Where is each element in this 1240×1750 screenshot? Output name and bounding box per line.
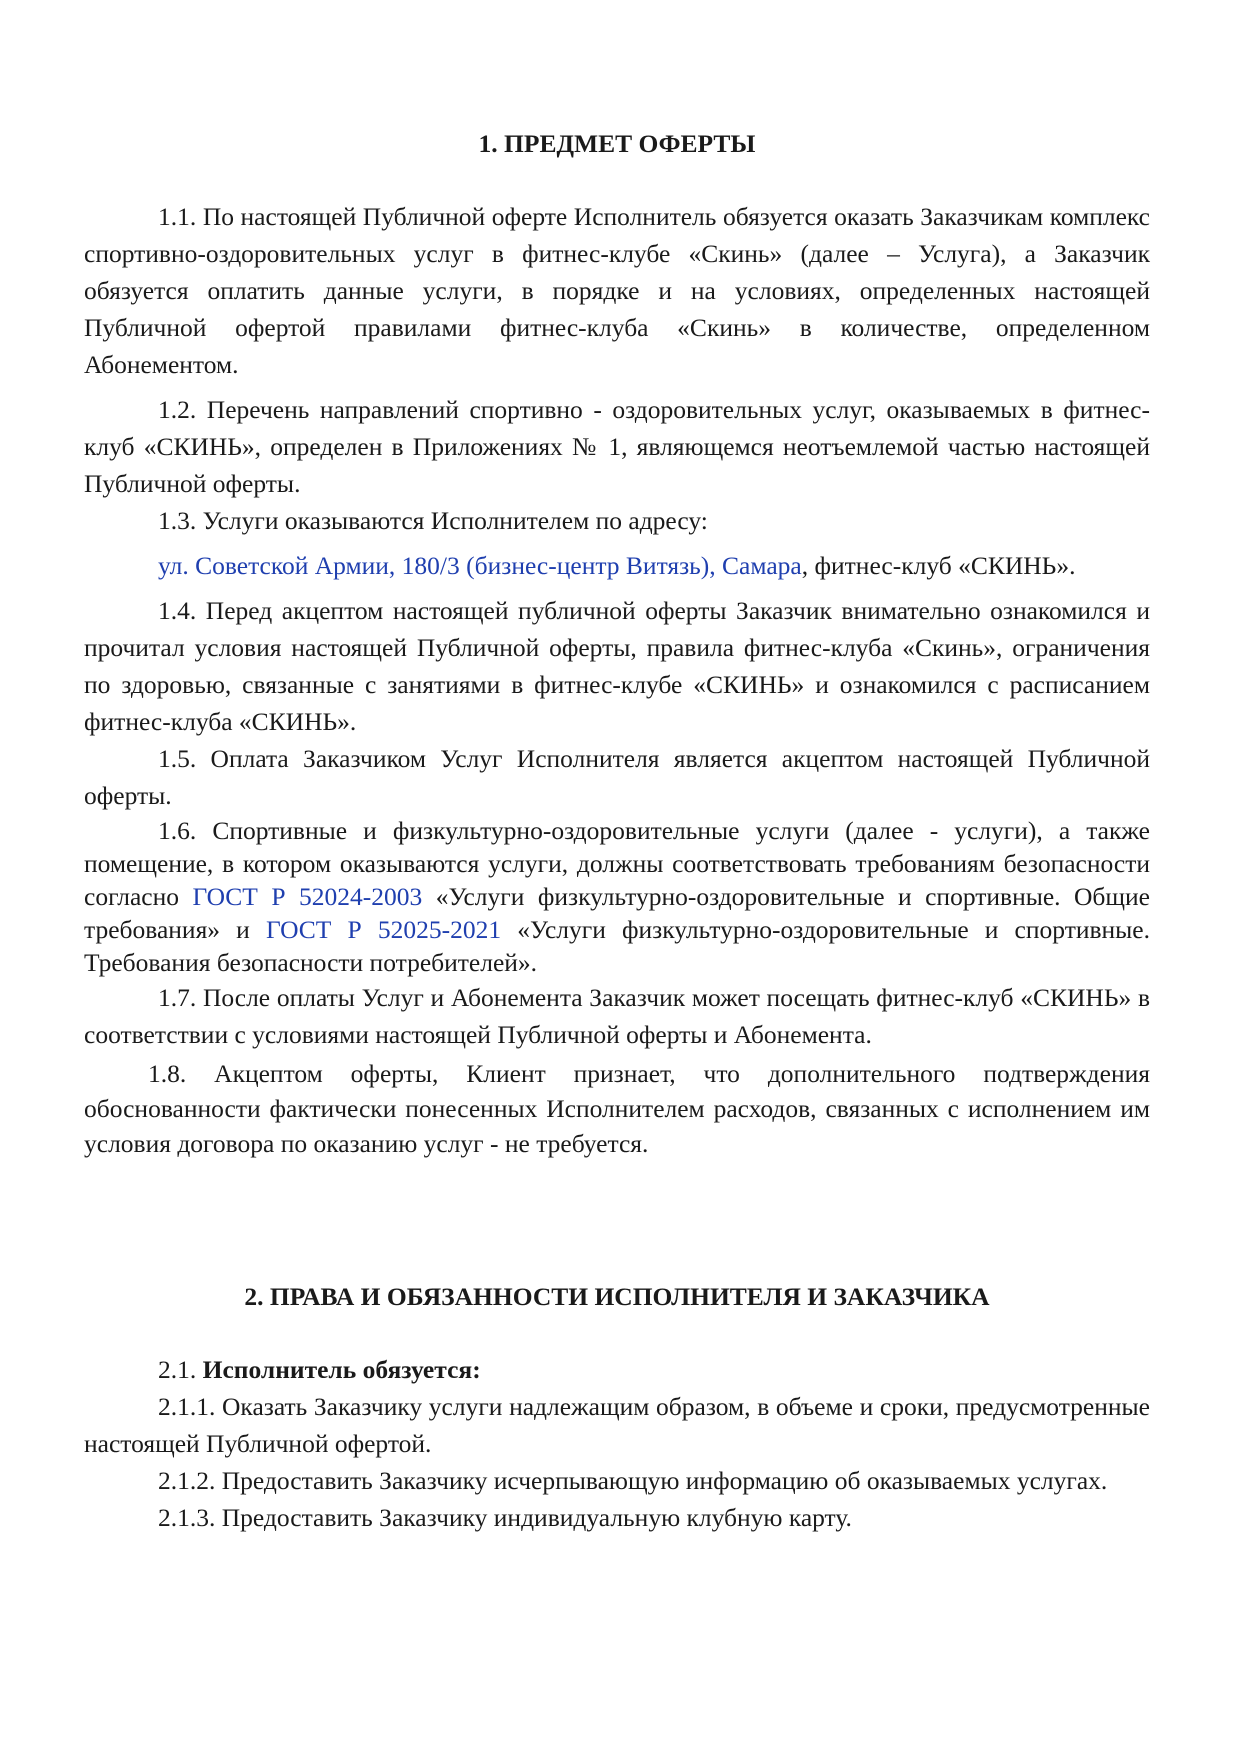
clause-1-2: 1.2. Перечень направлений спортивно - оздоровительных услуг, оказываемых в фитнес-клуб «СКИНЬ», определен в Приложениях № 1, являющемся неотъемлемой частью настоящей Публичной оферты. [84,395,1150,498]
clause-1-7: 1.7. После оплаты Услуг и Абонемента Заказчик может посещать фитнес-клуб «СКИНЬ» в соответствии с условиями настоящей Публичной оферты и Абонемента. [84,983,1150,1049]
clause-2-1 [84,1351,1150,1388]
section-2-heading: 2. ПРАВА И ОБЯЗАННОСТИ ИСПОЛНИТЕЛЯ И ЗАКАЗЧИКА [244,1282,990,1311]
clause-1-8: 1.8. Акцептом оферты, Клиент признает, что дополнительного подтверждения обоснованности фактически понесенных Исполнителем расходов, связанных с исполнением им условия договора по оказанию услуг - не требуется. [84,1059,1150,1158]
gost-52025-link[interactable]: ГОСТ Р 52025-2021 [265,915,502,944]
clause-2-1-number: 2.1. [158,1355,203,1384]
clause-1-6-part-a: 1.6. Спортивные и физкультурно-оздоровительные услуги (далее - услуги), а также помещение, в котором оказываются услуги, должны соответствовать требованиям безопасности согласно [84,816,1150,911]
address-link[interactable]: ул. Советской Армии, 180/3 (бизнес-центр Витязь), Самара [158,551,802,580]
clause-2-1-1: 2.1.1. Оказать Заказчику услуги надлежащим образом, в объеме и сроки, предусмотренные настоящей Публичной офертой. [84,1392,1150,1458]
clause-1-6 [84,814,1150,979]
clause-1-1: 1.1. По настоящей Публичной оферте Исполнитель обязуется оказать Заказчикам комплекс спортивно-оздоровительных услуг в фитнес-клубе «Скинь» (далее – Услуга), а Заказчик обязуется оплатить данные услуги, в порядке и на условиях, определенных настоящей Публичной офертой правилами фитнес-клуба «Скинь» в количестве, определенном Абонементом. [84,202,1150,379]
clause-1-5: 1.5. Оплата Заказчиком Услуг Исполнителя является акцептом настоящей Публичной оферты. [84,744,1150,810]
clause-1-3-address [84,547,1150,584]
clause-1-6-part-b: «Услуги физкультурно-оздоровительные и спортивные. Общие требования» и [84,882,1151,944]
clause-2-1-title: Исполнитель обязуется: [202,1355,481,1384]
clause-1-4: 1.4. Перед акцептом настоящей публичной оферты Заказчик внимательно ознакомился и прочитал условия настоящей Публичной оферты, правила фитнес-клуба «Скинь», ограничения по здоровью, связанные с занятиями в фитнес-клубе «СКИНЬ» и ознакомился с расписанием фитнес-клуба «СКИНЬ». [84,596,1150,736]
address-rest: , фитнес-клуб «СКИНЬ». [801,551,1076,580]
gost-52024-link[interactable]: ГОСТ Р 52024-2003 [192,882,423,911]
clause-2-1-2: 2.1.2. Предоставить Заказчику исчерпывающую информацию об оказываемых услугах. [158,1466,1108,1495]
clause-1-6-part-c: «Услуги физкультурно-оздоровительные и спортивные. Требования безопасности потребителей». [84,915,1150,977]
clause-1-3: 1.3. Услуги оказываются Исполнителем по адресу: [158,506,708,535]
section-1-heading: 1. ПРЕДМЕТ ОФЕРТЫ [478,129,756,158]
clause-2-1-3: 2.1.3. Предоставить Заказчику индивидуальную клубную карту. [158,1503,852,1532]
